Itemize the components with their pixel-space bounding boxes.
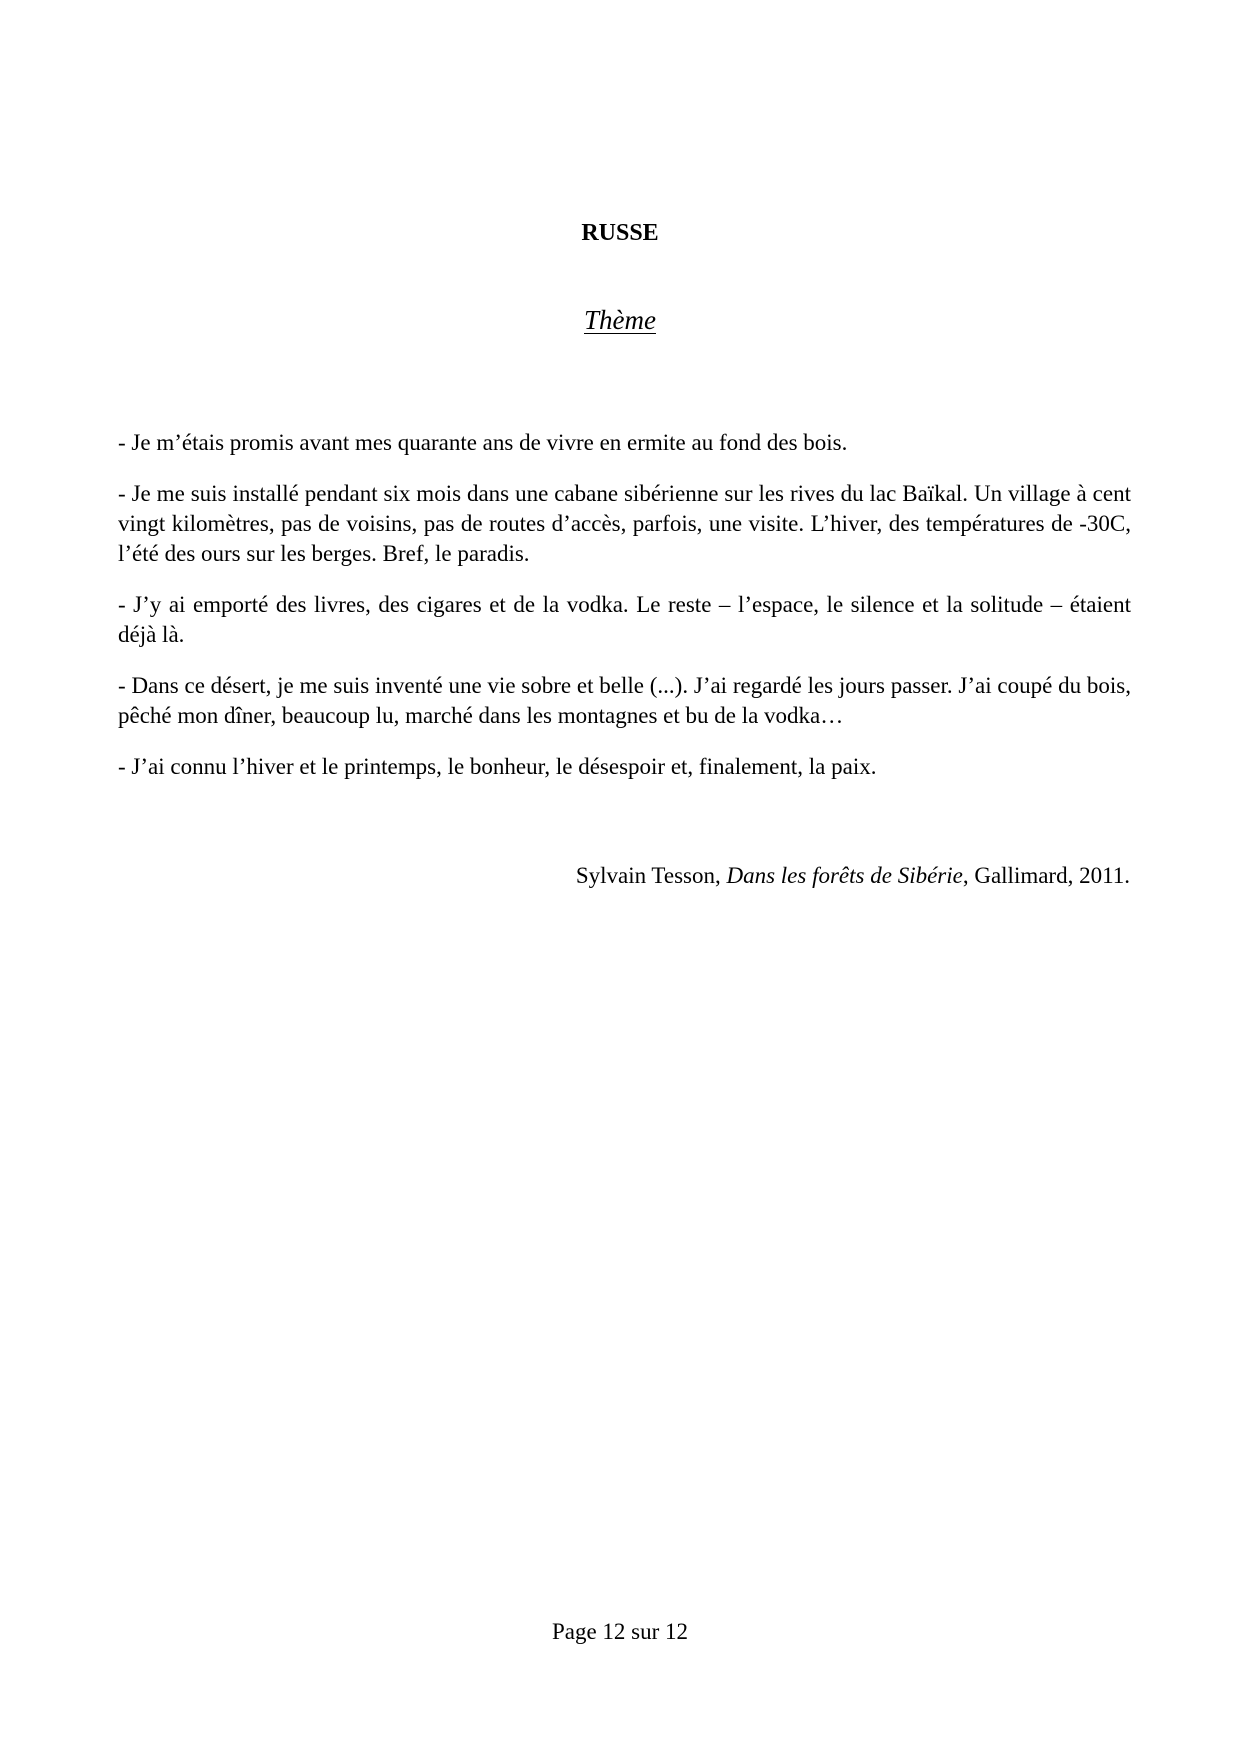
source-citation bbox=[576, 861, 1130, 891]
page-subtitle bbox=[0, 303, 1240, 337]
paragraph-3: - J’y ai emporté des livres, des cigares et de la vodka. Le reste – l’espace, le silence et la solitude – étaient déjà là. bbox=[118, 592, 1131, 647]
source-publisher-year: , Gallimard, 2011. bbox=[962, 863, 1130, 888]
paragraph-4: - Dans ce désert, je me suis inventé une vie sobre et belle (...). J’ai regardé les jours passer. J’ai coupé du bois, pêché mon dîner, beaucoup lu, marché dans les montagnes et bu de la vodka… bbox=[118, 673, 1131, 728]
text-body bbox=[118, 428, 1131, 803]
paragraph-1: - Je m’étais promis avant mes quarante ans de vivre en ermite au fond des bois. bbox=[118, 430, 848, 455]
paragraph-2: - Je me suis installé pendant six mois dans une cabane sibérienne sur les rives du lac Baïkal. Un village à cent vingt kilomètres, pas de voisins, pas de routes d’accès, parfois, une visite. L’hiver, des températures de -30C, l’été des ours sur les berges. Bref, le paradis. bbox=[118, 481, 1131, 566]
page-number: Page 12 sur 12 bbox=[551, 1619, 689, 1644]
paragraph-5: - J’ai connu l’hiver et le printemps, le bonheur, le désespoir et, finalement, la paix. bbox=[118, 754, 877, 779]
source-author: Sylvain Tesson, bbox=[575, 863, 727, 888]
page-title: RUSSE bbox=[581, 220, 659, 246]
subtitle-text: Thème bbox=[584, 305, 656, 335]
source-work-title: Dans les forêts de Sibérie bbox=[726, 863, 963, 888]
